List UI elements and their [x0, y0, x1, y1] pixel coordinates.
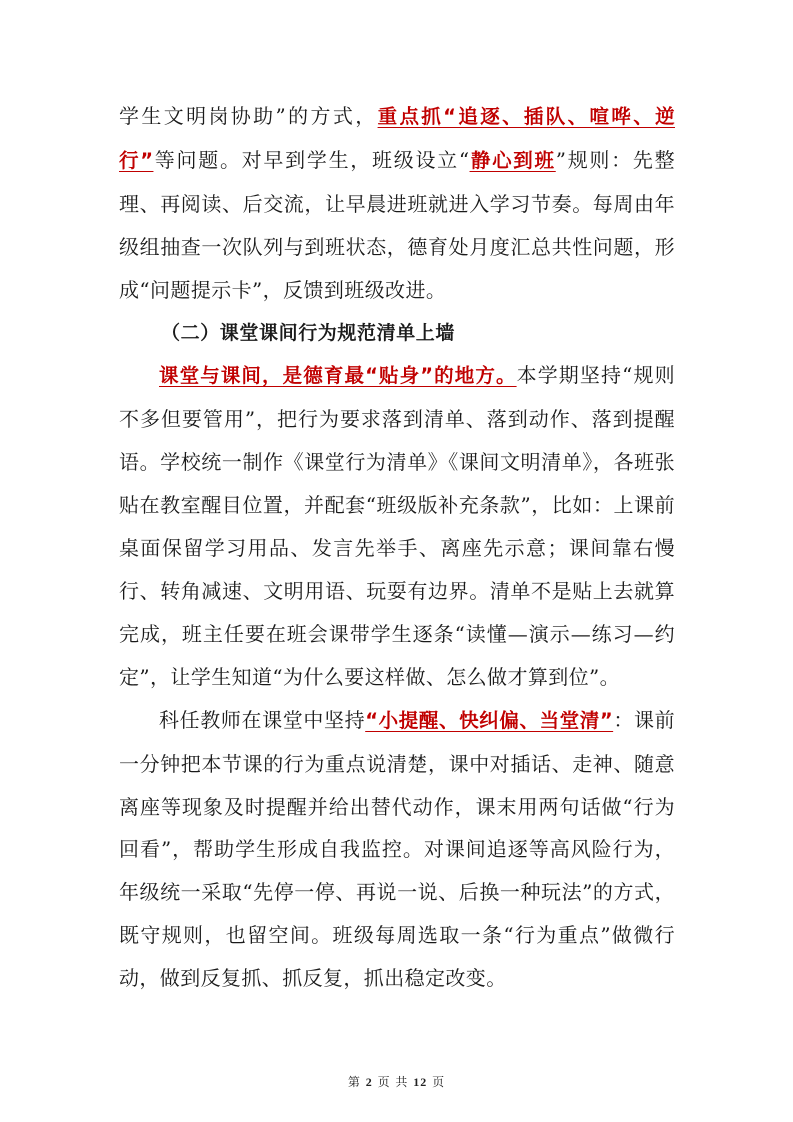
document-body: [119, 95, 675, 1000]
footer-suffix: 页: [432, 1075, 446, 1089]
highlighted-phrase: “小提醒、快纠偏、当堂清”: [365, 708, 614, 732]
total-pages: 12: [413, 1075, 428, 1089]
paragraph-text: ：课前一分钟把本节课的行为重点说清楚，课中对插话、走神、随意离座等现象及时提醒并给出替代动作，课末用两句话做“行为回看”，帮助学生形成自我监控。对课间追逐等高风险行为，年级统一采取“先停一停、再说一说、后换一种玩法”的方式，既守规则，也留空间。班级每周选取一条“行为重点”做微行动，做到反复抓、抓反复，抓出稳定改变。: [119, 707, 675, 991]
section-heading: （二）课堂课间行为规范清单上墙: [161, 321, 456, 344]
highlighted-phrase: 重点抓“追逐、插队、喧哗、逆行”: [119, 105, 675, 172]
paragraph-text: 本学期坚持“规则不多但要管用”，把行为要求落到清单、落到动作、落到提醒语。学校统一制作《课堂行为清单》《课间文明清单》，各班张贴在教室醒目位置，并配套“班级版补充条款”，比如：上课前桌面保留学习用品、发言先举手、离座先示意；课间靠右慢行、转角减速、文明用语、玩耍有边界。清单不是贴上去就算完成，班主任要在班会课带学生逐条“读懂—演示—练习—约定”，让学生知道“为什么要这样做、怎么做才算到位”。: [119, 363, 675, 689]
page-number: 2: [365, 1075, 373, 1089]
footer-middle: 页 共: [377, 1075, 409, 1089]
paragraph-continuation: [119, 95, 675, 312]
paragraph-text: 等问题。对早到学生，班级设立“: [153, 147, 470, 172]
page-footer: [0, 1073, 793, 1090]
paragraph-text: 学生文明岗协助”的方式，: [119, 104, 378, 128]
paragraph-text: ”规则：先整理、再阅读、后交流，让早晨进班就进入学习节奏。每周由年级组抽查一次队列与到班状态，德育处月度汇总共性问题，形成“问题提示卡”，反馈到班级改进。: [119, 147, 675, 302]
paragraph-text: 科任教师在课堂中坚持: [159, 707, 366, 732]
footer-prefix: 第: [347, 1075, 361, 1089]
highlighted-phrase: 课堂与课间，是德育最“贴身”的地方。: [159, 364, 517, 388]
highlighted-phrase: 静心到班: [469, 148, 556, 172]
paragraph: [119, 354, 675, 698]
paragraph: [119, 699, 675, 1000]
